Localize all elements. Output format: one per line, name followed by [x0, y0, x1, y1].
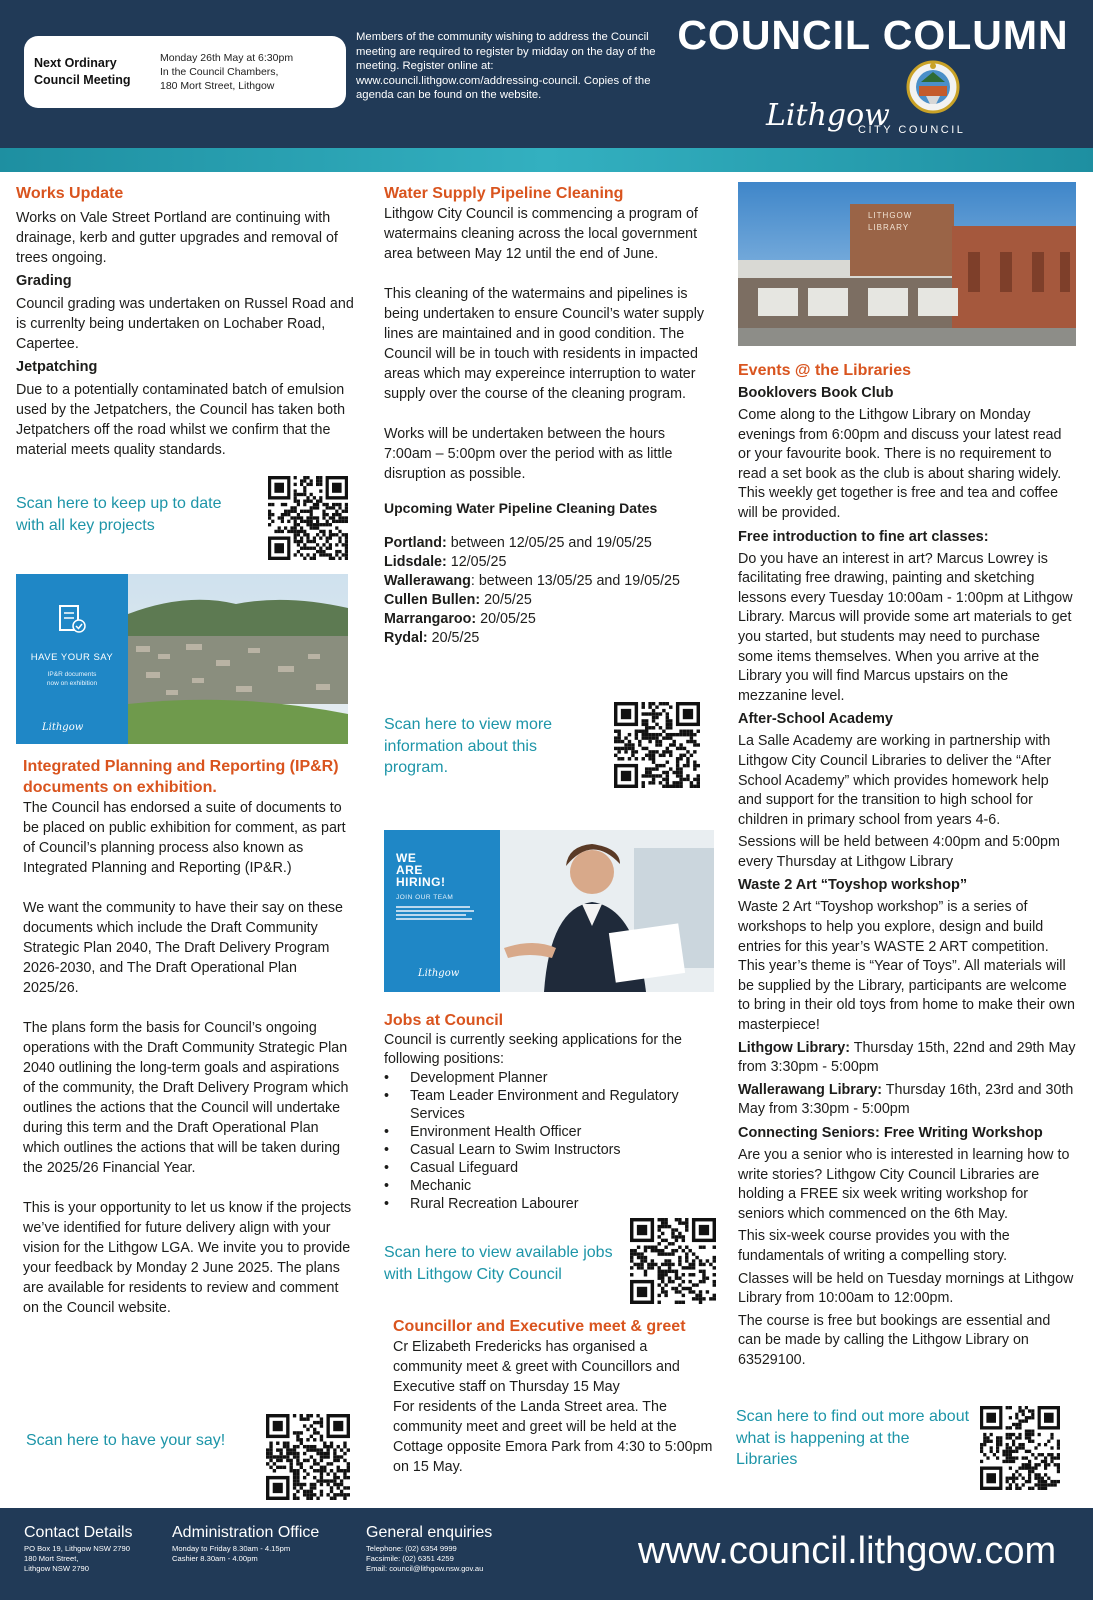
ipr-paragraph-1: The Council has endorsed a suite of documents to be placed on public exhibition for comment, as part of Council’s planning process also known as Integrated Planning and Reporting (IP&R.) — [23, 800, 346, 876]
water-scan-link[interactable]: Scan here to view more information about this program. — [384, 716, 553, 776]
logo-subtitle: CITY COUNCIL — [858, 124, 966, 136]
works-scan-link[interactable]: Scan here to keep up to date with all key projects — [16, 495, 222, 534]
library-building-photo — [738, 182, 1076, 346]
qr-code-icon — [268, 476, 348, 560]
book-club-text: Come along to the Lithgow Library on Monday evenings from 6:00pm and discuss your latest read or your favourite book. There is no requirement to read a set book as the club is about sharing widely. This weekly get together is free and tea and coffee will be provided. — [738, 407, 1062, 521]
book-club-heading: Booklovers Book Club — [738, 385, 894, 401]
art-classes-heading: Free introduction to fine art classes: — [738, 528, 989, 545]
waste2art-lithgow-times: Lithgow Library: Thursday 15th, 22nd and 29th May from 3:30pm - 5:00pm — [738, 1039, 1076, 1076]
footer-general-enquiries: General enquiries Telephone: (02) 6354 9999 Facsimile: (02) 6351 4259 Email: council@lithgow.nsw.gov.au — [366, 1524, 493, 1573]
after-school-text: La Salle Academy are working in partnership with Lithgow City Council Libraries to deliver the “After School Academy” which provides homework help and support for the transition to high school for children in primary school from years 4-6. — [738, 733, 1052, 828]
job-item: • Casual Learn to Swim Instructors — [384, 1141, 714, 1159]
council-seal-icon — [906, 60, 960, 114]
water-date-row: Lidsdale: 12/05/25 — [384, 554, 507, 570]
qr-code-icon — [630, 1218, 716, 1304]
page-title: COUNCIL COLUMN — [677, 12, 1069, 58]
water-date-row: Portland: between 12/05/25 and 19/05/25 — [384, 535, 652, 551]
jetpatching-heading: Jetpatching — [16, 359, 98, 375]
works-update-heading: Works Update — [16, 185, 124, 202]
ipr-qr-code[interactable] — [266, 1414, 350, 1500]
seniors-writing-heading: Connecting Seniors: Free Writing Workshop — [738, 1125, 1043, 1141]
ipr-banner-sub: IP&R documents now on exhibition — [46, 671, 98, 687]
footer-contact-details: Contact Details PO Box 19, Lithgow NSW 2790 180 Mort Street, Lithgow NSW 2790 — [24, 1524, 133, 1573]
jobs-article — [384, 1010, 714, 1213]
water-date-row: Wallerawang: between 13/05/25 and 19/05/25 — [384, 573, 680, 589]
qr-code-icon — [614, 702, 700, 788]
ipr-scan-link[interactable]: Scan here to have your say! — [26, 1432, 226, 1449]
footer-website-link[interactable]: www.council.lithgow.com — [638, 1530, 1057, 1572]
jetpatching-text: Due to a potentially contaminated batch of emulsion used by the Jetpatchers, the Council has taken both Jetpatchers off the road whilst we confirm that the material meets quality standards. — [16, 382, 346, 458]
hiring-banner-title: WE ARE HIRING! — [396, 851, 446, 889]
council-logo — [766, 60, 976, 142]
libraries-qr-code[interactable] — [980, 1406, 1060, 1490]
job-item: • Rural Recreation Labourer — [384, 1195, 714, 1213]
jobs-scan-link[interactable]: Scan here to view available jobs with Lithgow City Council — [384, 1244, 613, 1283]
job-item: • Development Planner — [384, 1069, 714, 1087]
water-dates-list — [384, 534, 714, 648]
footer-bar — [0, 1508, 1093, 1600]
meeting-details: Monday 26th May at 6:30pm In the Council Chambers, 180 Mort Street, Lithgow — [160, 52, 294, 92]
water-qr-code[interactable] — [614, 702, 700, 788]
ipr-article — [23, 756, 355, 1318]
after-school-heading: After-School Academy — [738, 711, 893, 728]
seniors-writing-text-2: This six-week course provides you with the fundamentals of writing a compelling story. — [738, 1228, 1010, 1264]
job-item: • Environment Health Officer — [384, 1123, 714, 1141]
hiring-banner-image — [384, 830, 714, 992]
libraries-article — [738, 360, 1076, 1371]
libraries-scan-link[interactable]: Scan here to find out more about what is happening at the Libraries — [736, 1408, 970, 1468]
logo-wordmark: Lithgow — [766, 98, 890, 133]
meet-greet-paragraph-2: For residents of the Landa Street area. The community meet and greet will be held at the Cottage opposite Emora Park from 4:30 to 5:00pm on 15 May. — [393, 1399, 713, 1475]
art-classes-text: Do you have an interest in art? Marcus Lowrey is facilitating free drawing, painting and sketching lessons every Tuesday 10:00am - 1:00pm at Lithgow Library. Marcus will provide some art materials to get you started, but students may need to purchase some items themselves. When you arrive at the Library you will find Marcus upstairs on the mezzanine level. — [738, 550, 1073, 704]
seniors-writing-text-4: The course is free but bookings are essential and can be made by calling the Lithgow Library on 63529100. — [738, 1312, 1051, 1368]
column-middle — [384, 183, 714, 648]
job-item: • Team Leader Environment and Regulatory Services — [384, 1087, 714, 1123]
library-building-image — [738, 182, 1076, 346]
after-school-sessions: Sessions will be held between 4:00pm and 5:00pm every Thursday at Lithgow Library — [738, 834, 1060, 870]
water-date-row: Marrangaroo: 20/05/25 — [384, 611, 536, 627]
hiring-banner-fineprint — [396, 904, 476, 922]
job-item: • Casual Lifeguard — [384, 1159, 714, 1177]
water-paragraph-3: Works will be undertaken between the hours 7:00am – 5:00pm over the period with as little disruption as possible. — [384, 426, 673, 482]
library-sign-text: LITHGOW LIBRARY — [868, 211, 913, 232]
hiring-banner-sub: JOIN OUR TEAM — [396, 894, 454, 901]
teal-divider-band — [0, 148, 1093, 172]
water-date-row: Cullen Bullen: 20/5/25 — [384, 592, 532, 608]
works-qr-code[interactable] — [268, 476, 348, 560]
qr-code-icon — [266, 1414, 350, 1500]
jobs-intro: Council is currently seeking applications for the following positions: — [384, 1032, 683, 1067]
libraries-heading: Events @ the Libraries — [738, 362, 911, 379]
ipr-banner-image — [16, 574, 348, 744]
waste2art-wallerawang-times: Wallerawang Library: Thursday 16th, 23rd and 30th May from 3:30pm - 5:00pm — [738, 1081, 1074, 1118]
ipr-banner-logo: Lithgow — [42, 722, 84, 733]
job-item: • Mechanic — [384, 1177, 714, 1195]
water-paragraph-1: Lithgow City Council is commencing a program of watermains cleaning across the local government area between May 12 until the end of June. — [384, 206, 698, 262]
meeting-registration-note: Members of the community wishing to address the Council meeting are required to register by midday on the day of the meeting. Register online at: www.council.lithgow.com/addressing-council. Copies of the agenda can be found on the website. — [356, 31, 656, 101]
meet-greet-paragraph-1: Cr Elizabeth Fredericks has organised a community meet & greet with Councillors and Executive staff on Thursday 15 May — [393, 1339, 680, 1395]
works-intro: Works on Vale Street Portland are continuing with drainage, kerb and gutter upgrades and removal of trees ongoing. — [16, 210, 338, 266]
jobs-heading: Jobs at Council — [384, 1012, 504, 1029]
document-check-icon — [58, 604, 86, 634]
water-heading: Water Supply Pipeline Cleaning — [384, 185, 624, 202]
ipr-banner-title: HAVE YOUR SAY — [30, 652, 114, 663]
jobs-qr-code[interactable] — [630, 1218, 716, 1304]
meeting-title: Next Ordinary Council Meeting — [34, 56, 131, 87]
next-meeting-box — [24, 36, 346, 108]
ipr-paragraph-3: The plans form the basis for Council’s ongoing operations with the Draft Community Strategic Plan 2040 outlining the long-term goals and aspirations of the community, the Draft Delivery Program which outlines the actions that the Council will undertake during this term and the Draft Operational Plan which outlines the actions that will be taken during the 2025/26 Financial Year. — [23, 1020, 349, 1176]
footer-admin-office: Administration Office Monday to Friday 8.30am - 4.15pm Cashier 8.30am - 4.00pm — [172, 1524, 320, 1563]
hiring-banner-logo: Lithgow — [418, 968, 460, 979]
ipr-heading: Integrated Planning and Reporting (IP&R) documents on exhibition. — [23, 758, 339, 796]
grading-heading: Grading — [16, 273, 72, 289]
meet-greet-heading: Councillor and Executive meet & greet — [393, 1318, 686, 1335]
header-banner — [0, 0, 1093, 148]
waste2art-text: Waste 2 Art “Toyshop workshop” is a series of workshops to help you explore, design and build entries for this year’s WASTE 2 ART competition. This year’s theme is “Year of Toys”. All materials will be supplied by the Library, participants are welcome to bring in their old toys from home to make their own masterpiece! — [738, 899, 1075, 1034]
grading-text: Council grading was undertaken on Russel Road and is currenlty being undertaken on Lochaber Road, Capertee. — [16, 296, 354, 352]
water-dates-heading: Upcoming Water Pipeline Cleaning Dates — [384, 500, 658, 516]
water-paragraph-2: This cleaning of the watermains and pipelines is being undertaken to ensure Council’s water supply lines are maintained and in good condition. The Council will be in touch with residents in impacted areas which may expereince interruption to water supply over the course of the cleaning program. — [384, 286, 705, 402]
seniors-writing-text-3: Classes will be held on Tuesday mornings at Lithgow Library from 10:00am to 12:00pm. — [738, 1270, 1074, 1307]
ipr-paragraph-2: We want the community to have their say on these documents which include the Draft Community Strategic Plan 2040, The Draft Delivery Program 2026-2030, and The Draft Operational Plan 2025/26. — [23, 900, 343, 996]
water-date-row: Rydal: 20/5/25 — [384, 630, 480, 646]
meet-greet-article — [393, 1316, 713, 1477]
ipr-paragraph-4: This is your opportunity to let us know if the projects we’ve identified for future delivery align with your vision for the Lithgow LGA. We invite you to provide your feedback by Monday 2 June 2025. The plans are available for residents to review and comment on the Council website. — [23, 1200, 352, 1316]
waste2art-heading: Waste 2 Art “Toyshop workshop” — [738, 877, 968, 894]
qr-code-icon — [980, 1406, 1060, 1490]
column-left — [16, 183, 358, 460]
seniors-writing-text: Are you a senior who is interested in learning how to write stories? Lithgow City Council Libraries are holding a FREE six week writing workshop for seniors which commenced on the 6th May. — [738, 1147, 1070, 1222]
jobs-list — [384, 1069, 714, 1213]
